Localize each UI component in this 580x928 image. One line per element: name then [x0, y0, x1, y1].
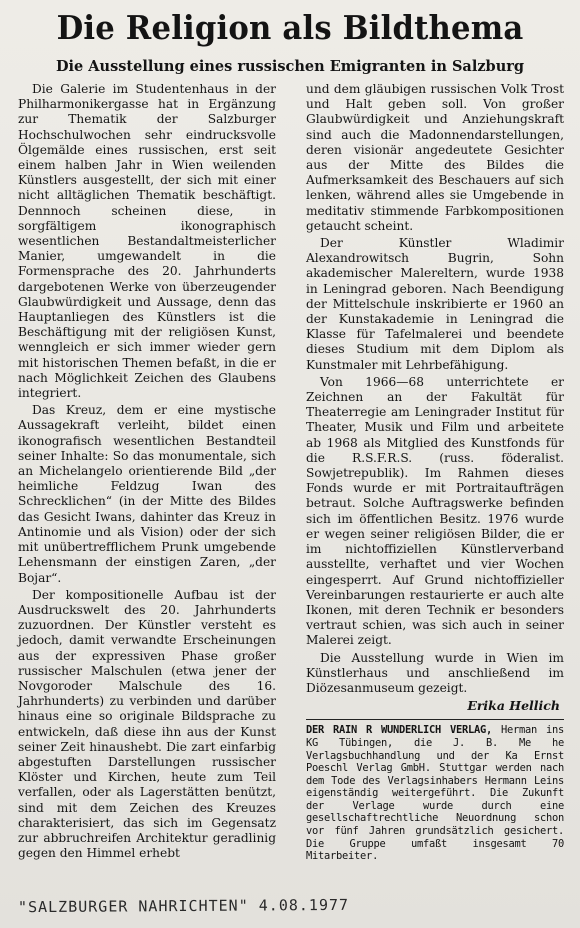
divider [306, 719, 564, 720]
paragraph: Der Künstler Wladimir Alexandrowitsch Bugrin, Sohn akademischer Malereltern, wurde 1938 in Leningrad geboren. Nach Beendigung der Mittelschule inskribierte er 1960 an der Kunstakademie in Leningrad die Klasse für Tafelmalerei und beendete dieses Studium mit dem Diplom als Kunstmaler mit Lehrbefähigung. [306, 236, 564, 372]
paragraph: Die Ausstellung wurde in Wien im Künstlerhaus und anschließend im Diözesanmuseum gezeigt. [306, 650, 564, 695]
article-column-right [306, 82, 564, 863]
article-column-left [18, 82, 276, 863]
paragraph: Der kompositionelle Aufbau ist der Ausdruckswelt des 20. Jahrhunderts zuzuordnen. Der Künstler versteht es jedoch, damit verwandte Erscheinungen aus der expressiven Phase großer russischer Malschulen (etwa jener der Novgoroder Malschule des 16. Jahrhunderts) zu verbinden und darüber hinaus eine so originale Bildsprache zu entwickeln, daß diese ihn aus der Kunst seiner Zeit hinaushebt. Die zart einfarbig abgestuften Darstellungen russischer Klöster und Kirchen, heute zum Teil verfallen, oder als Lagerstätten benützt, sind mit dem Zeichen des Kreuzes charakterisiert, das sich im Gegensatz zur abbruchreifen Architektur geradlinig gegen den Himmel erhebt [18, 587, 276, 861]
notice-lead: DER RAIN R WUNDERLICH VERLAG, [306, 724, 492, 737]
paragraph: und dem gläubigen russischen Volk Trost und Halt geben soll. Von großer Glaubwürdigkeit und Anziehungskraft sind auch die Madonnendarstellungen, deren visionär angedeutete Gesichter aus der Mitte des Bildes die Aufmerksamkeit des Beschauers auf sich lenken, während alles sie Umgebende in meditativ stimmende Farbkompositionen getaucht scheint. [306, 82, 564, 233]
article-subheadline: Die Ausstellung eines russischen Emigranten in Salzburg [55, 58, 525, 75]
paragraph: Das Kreuz, dem er eine mystische Aussagekraft verleiht, bildet einen ikonografisch wesentlichen Bestandteil seiner Inhalte: So das monumentale, sich an Michelangelo orientierende Bild „der heimliche Feldzug Iwan des Schrecklichen“ (in der Mitte des Bildes das Gesicht Iwans, dahinter das Kreuz in Antinomie und als Vision) oder der sich mit unübertrefflichem Prunk umgebende Lehensmann der einstigen Zaren, „der Bojar“. [18, 403, 276, 585]
handwritten-source-note: "SALZBURGER NAHRICHTEN" 4.08.1977 [17, 895, 350, 917]
publisher-notice [306, 724, 564, 863]
paragraph: Die Galerie im Studentenhaus in der Philharmonikergasse hat in Ergänzung zur Thematik der Salzburger Hochschulwochen sehr eindrucksvolle Ölgemälde eines russischen, erst seit einem halben Jahr in Wien weilenden Künstlers ausgestellt, der sich mit einer nicht alltäglichen Thematik beschäftigt. Dennnoch scheinen diese, in sorgfältigem ikonographisch wesentlichen Bestandaltmeisterlicher Manier, umgewandelt in die Formensprache des 20. Jahrhunderts dargebotenen Werke von überzeugender Glaubwürdigkeit und Aussage, denn das Hauptanliegen des Künstlers ist die Beschäftigung mit der religiösen Kunst, wenngleich er sich immer wieder gern mit historischen Themen befaßt, in die er nach Möglichkeit Zeichen des Glaubens integriert. [18, 82, 276, 401]
notice-body: Herman ins KG Tübingen, die J. B. Me he Verlagsbuchhandlung und der Ka Ernst Poeschl Verlag GmbH. Stuttgar werden nach dem Tode des Verlagsinhabers Hermann Leins eigenständig weitergeführt. Die Zukunft der Verlage wurde durch eine gesellschaftrechtliche Neuordnung schon vor fünf Jahren grundsätzlich gesichert. Die Gruppe umfaßt insgesamt 70 Mitarbeiter. [306, 724, 564, 863]
paragraph: Von 1966—68 unterrichtete er Zeichnen an der Fakultät für Theaterregie am Leningrader Institut für Theater, Musik und Film und arbeitete ab 1968 als Mitglied des Kunstfonds für die R.S.F.R.S. (russ. föderalist. Sowjetrepublik). Im Rahmen dieses Fonds wurde er mit Portraitaufträgen betraut. Solche Auftragswerke befinden sich im öffentlichen Besitz. 1976 wurde er wegen seiner religiösen Bilder, die er im nichtoffiziellen Künstlerverband ausstellte, verhaftet und vier Wochen eingesperrt. Auf Grund nichtoffizieller Vereinbarungen restaurierte er auch alte Ikonen, mit deren Technik er besonders vertraut schien, was sich auch in seiner Malerei zeigt. [306, 374, 564, 648]
article-headline: Die Religion als Bildthema [56, 8, 524, 47]
author-signature: Erika Hellich [467, 698, 560, 714]
